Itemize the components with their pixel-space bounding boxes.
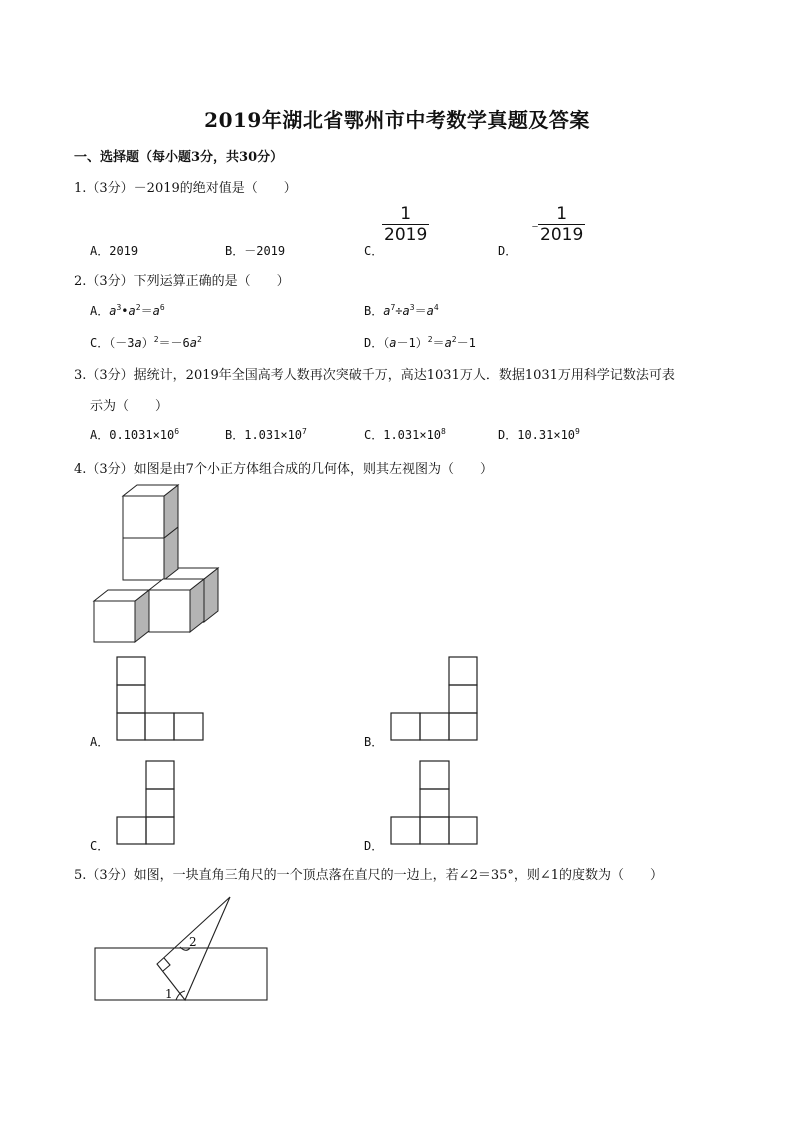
question-3-stem-line1: 3.（3分）据统计，2019年全国高考人数再次突破千万，高达1031万人．数据1031万用科学记数法可表 [74, 368, 675, 383]
q1-option-b[interactable]: B．－2019 [225, 244, 286, 258]
q2-option-d[interactable]: D．$(a-1)^2=a^2-1$ [364, 335, 476, 350]
q4-option-a-view[interactable] [116, 656, 206, 742]
q1-option-d-sign: ﹣ [528, 218, 542, 234]
q2-option-a[interactable]: A．$a^3•a^2=a^6$ [90, 303, 165, 318]
question-1-stem: 1.（3分）－2019的绝对值是（ ） [74, 181, 297, 196]
q5-ruler-triangle-figure [94, 895, 274, 1005]
question-3-stem-line2: 示为（ ） [90, 399, 169, 414]
q3-option-a[interactable]: A．$0.1031\times 10^6$ [90, 427, 180, 442]
q1-option-a[interactable]: A．2019 [90, 244, 139, 258]
angle-2-label: 2 [189, 935, 197, 949]
q3-option-c[interactable]: C．$1.031\times 10^8$ [364, 427, 446, 442]
fraction-numerator: 1 [400, 204, 412, 224]
q1-option-d-fraction [538, 204, 585, 245]
q2-option-c[interactable]: C．$(-3a)^2=-6a^2$ [90, 335, 202, 350]
q4-option-c-label[interactable]: C． [90, 839, 110, 853]
q4-cube-solid-figure [90, 484, 230, 644]
q4-option-c-view[interactable] [116, 760, 178, 846]
section-heading: 一、选择题（每小题3分，共30分） [74, 150, 284, 165]
fraction-denominator: 2019 [384, 225, 428, 245]
angle-1-label: 1 [165, 987, 173, 1001]
question-2-stem: 2.（3分）下列运算正确的是（ ） [74, 274, 290, 289]
fraction-denominator: 2019 [540, 225, 584, 245]
q4-option-d-label[interactable]: D． [364, 839, 384, 853]
q4-option-d-view[interactable] [390, 760, 480, 846]
q3-option-d[interactable]: D．$10.31\times 10^9$ [498, 427, 580, 442]
q3-option-b[interactable]: B．$1.031\times 10^7$ [225, 427, 307, 442]
fraction-numerator: 1 [556, 204, 568, 224]
q1-option-d[interactable]: D． [498, 244, 518, 258]
question-4-stem: 4.（3分）如图是由7个小正方体组合成的几何体，则其左视图为（ ） [74, 462, 493, 477]
q4-option-b-view[interactable] [390, 656, 480, 742]
question-5-stem: 5.（3分）如图，一块直角三角尺的一个顶点落在直尺的一边上，若∠2＝35°，则∠1的度数为（ ） [74, 868, 664, 883]
q4-option-b-label[interactable]: B． [364, 735, 384, 749]
q1-option-c-fraction [382, 204, 429, 245]
page-title: 2019年湖北省鄂州市中考数学真题及答案 [204, 108, 590, 132]
q2-option-b[interactable]: B．$a^7\div a^3=a^4$ [364, 303, 439, 318]
q4-option-a-label[interactable]: A． [90, 735, 110, 749]
q1-option-c[interactable]: C． [364, 244, 384, 258]
